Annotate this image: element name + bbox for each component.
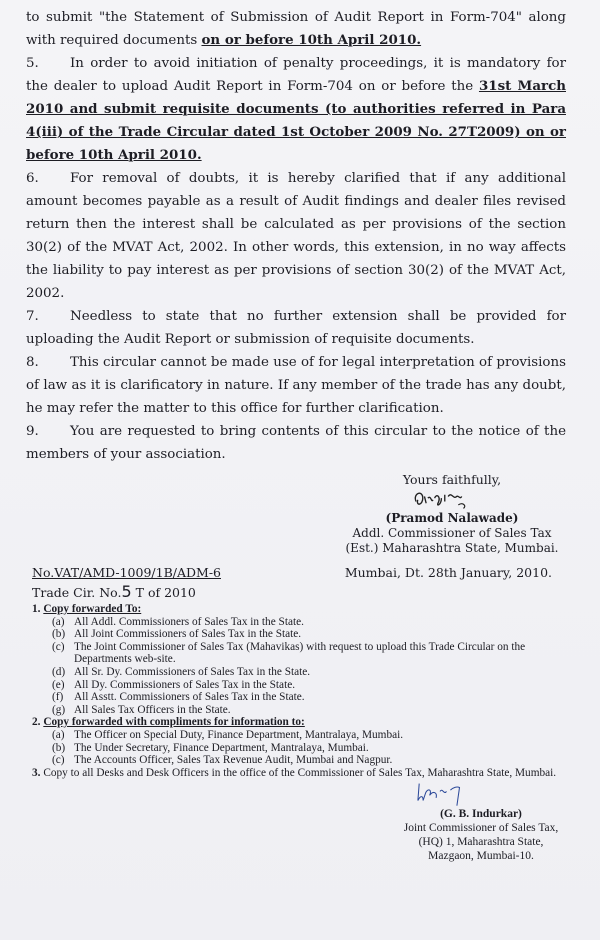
item-label: (f) xyxy=(52,691,64,704)
p9-text: You are requested to bring contents of this circular to the notice of the members of your association. xyxy=(26,424,566,462)
p5-deadline: 31st March 2010 and submit requisite documents (to authorities referred in Para 4(iii) of the Trade Circular dated 1st October 2009 No. 27T2009) on or before 10th April 2010. xyxy=(26,78,566,163)
copy-section-1-list xyxy=(32,616,562,717)
p8-text: This circular cannot be made use of for legal interpretation of provisions of law as it is clarificatory in nature. If any member of the trade has any doubt, he may refer the matter to this office for further clarification. xyxy=(26,355,566,416)
p7-number: 7. xyxy=(26,309,39,324)
signatory-name: (Pramod Nalawade) xyxy=(385,511,519,525)
signatory-office: (HQ) 1, Maharashtra State, xyxy=(418,836,544,849)
item-text: The Under Secretary, Finance Department, Mantralaya, Mumbai. xyxy=(74,741,369,754)
item-label: (d) xyxy=(52,665,66,678)
signatory-1 xyxy=(342,472,562,556)
section-heading: Copy forwarded with compliments for information to: xyxy=(43,716,305,729)
p9-number: 9. xyxy=(26,424,39,439)
section-number: 2. xyxy=(32,716,41,729)
item-text: All Asstt. Commissioners of Sales Tax in the State. xyxy=(74,691,305,704)
item-label: (b) xyxy=(52,741,66,754)
signatory-address: Mazgaon, Mumbai-10. xyxy=(428,850,534,863)
copy-list xyxy=(32,603,562,779)
item-text: All Joint Commissioners of Sales Tax in the State. xyxy=(74,628,302,641)
item-text: All Addl. Commissioners of Sales Tax in the State. xyxy=(74,615,304,628)
item-text: The Officer on Special Duty, Finance Department, Mantralaya, Mumbai. xyxy=(74,728,404,741)
circular-prefix: Trade Cir. No. xyxy=(32,585,122,600)
item-text: All Dy. Commissioners of Sales Tax in the State. xyxy=(74,678,296,691)
copy-section-1-heading xyxy=(32,603,562,616)
item-label: (e) xyxy=(52,678,65,691)
paragraph-9 xyxy=(26,420,566,466)
signature-image-2 xyxy=(400,781,480,807)
section-heading: Copy forwarded To: xyxy=(43,603,142,615)
reference-row xyxy=(32,564,552,582)
copy-section-2-heading xyxy=(32,716,562,729)
p5-number: 5. xyxy=(26,56,39,71)
paragraph-8 xyxy=(26,351,566,420)
copy-list-item xyxy=(52,754,562,767)
reference-number: No.VAT/AMD-1009/1B/ADM-6 xyxy=(32,565,221,580)
p6-text: For removal of doubts, it is hereby clarified that if any additional amount becomes payable as a result of Audit findings and dealer files revised return then the interest shall be calculated as per provisions of the section 30(2) of the MVAT Act, 2002. In other words, this extension, in no way affects the liability to pay interest as per provisions of section 30(2) of the MVAT Act, 2002. xyxy=(26,171,566,301)
item-label: (g) xyxy=(52,703,66,716)
signatory-name: (G. B. Indurkar) xyxy=(440,808,522,821)
place-date: Mumbai, Dt. 28th January, 2010. xyxy=(344,565,552,580)
signatory-2-block xyxy=(386,781,576,863)
item-text: The Joint Commissioner of Sales Tax (Mahavikas) with request to upload this Trade Circular on the Departments web-site. xyxy=(74,640,526,666)
section-text: Copy to all Desks and Desk Officers in the office of the Commissioner of Sales Tax, Maharashtra State, Mumbai. xyxy=(43,766,557,779)
item-text: All Sales Tax Officers in the State. xyxy=(74,703,231,716)
copy-list-item xyxy=(52,679,562,692)
p8-number: 8. xyxy=(26,355,39,370)
item-label: (b) xyxy=(52,628,66,641)
p6-number: 6. xyxy=(26,171,39,186)
item-label: (a) xyxy=(52,728,65,741)
signatory-2 xyxy=(386,807,576,863)
signatory-title: Addl. Commissioner of Sales Tax xyxy=(352,526,552,540)
p4-text: to submit "the Statement of Submission of Audit Report in Form-704" along with required documents xyxy=(26,10,566,48)
item-label: (c) xyxy=(52,754,65,767)
closing: Yours faithfully, xyxy=(402,472,502,487)
section-number: 1. xyxy=(32,603,41,615)
paragraph-5 xyxy=(26,52,566,167)
copy-list-item xyxy=(52,666,562,679)
signatory-office: (Est.) Maharashtra State, Mumbai. xyxy=(345,541,559,555)
circular-no-handwritten: 5 xyxy=(121,582,132,601)
circular-number xyxy=(32,582,566,603)
item-text: The Accounts Officer, Sales Tax Revenue Audit, Mumbai and Nagpur. xyxy=(74,754,393,767)
item-text: All Sr. Dy. Commissioners of Sales Tax in the State. xyxy=(74,665,311,678)
item-label: (a) xyxy=(52,615,65,628)
copy-list-item xyxy=(52,729,562,742)
copy-list-item xyxy=(52,641,562,666)
copy-list-item xyxy=(52,742,562,755)
copy-list-item xyxy=(52,691,562,704)
paragraph-7 xyxy=(26,305,566,351)
signature-image xyxy=(404,488,494,510)
p4-deadline: on or before 10th April 2010. xyxy=(201,32,422,48)
p7-text: Needless to state that no further extension shall be provided for uploading the Audit Report or submission of requisite documents. xyxy=(26,309,566,347)
copy-list-item xyxy=(52,628,562,641)
copy-section-3 xyxy=(32,767,562,780)
section-number: 3. xyxy=(32,766,41,779)
item-label: (c) xyxy=(52,640,65,653)
signatory-title: Joint Commissioner of Sales Tax, xyxy=(403,822,559,835)
copy-list-item xyxy=(52,616,562,629)
copy-section-2-list xyxy=(32,729,562,767)
paragraph-6 xyxy=(26,167,566,305)
copy-list-item xyxy=(52,704,562,717)
p5-text: In order to avoid initiation of penalty proceedings, it is mandatory for the dealer to upload Audit Report in Form-704 on or before the xyxy=(26,56,566,94)
paragraph-4-tail xyxy=(26,6,566,52)
document-body xyxy=(26,6,566,863)
circular-suffix: T of 2010 xyxy=(135,585,196,600)
